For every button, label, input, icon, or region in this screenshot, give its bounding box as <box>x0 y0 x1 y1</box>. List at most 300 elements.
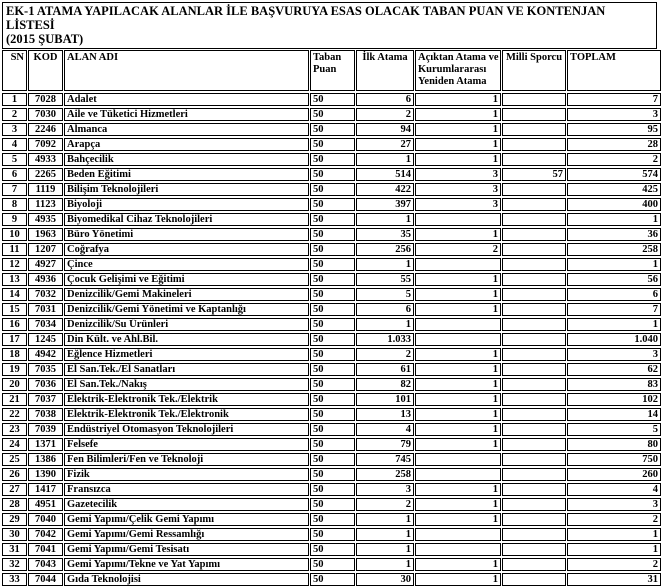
table-row <box>2 513 661 526</box>
table-row <box>2 288 661 301</box>
cell-toplam: 5 <box>567 423 661 436</box>
table-row <box>2 93 661 106</box>
cell-aciktan: 1 <box>415 483 501 496</box>
cell-alan: Aile ve Tüketici Hizmetleri <box>64 108 309 121</box>
cell-sn: 6 <box>2 168 27 181</box>
cell-sn: 30 <box>2 528 27 541</box>
cell-kod: 1207 <box>28 243 63 256</box>
cell-milli <box>502 243 566 256</box>
cell-milli <box>502 573 566 586</box>
cell-toplam: 400 <box>567 198 661 211</box>
cell-sn: 29 <box>2 513 27 526</box>
cell-taban: 50 <box>310 303 355 316</box>
cell-ilk: 4 <box>356 423 414 436</box>
cell-ilk: 1 <box>356 153 414 166</box>
cell-kod: 1963 <box>28 228 63 241</box>
cell-kod: 1245 <box>28 333 63 346</box>
cell-toplam: 2 <box>567 558 661 571</box>
cell-ilk: 82 <box>356 378 414 391</box>
cell-alan: Denizcilik/Gemi Yönetimi ve Kaptanlığı <box>64 303 309 316</box>
cell-kod: 4942 <box>28 348 63 361</box>
cell-taban: 50 <box>310 213 355 226</box>
cell-aciktan: 3 <box>415 183 501 196</box>
cell-aciktan: 1 <box>415 348 501 361</box>
cell-ilk: 6 <box>356 303 414 316</box>
cell-kod: 7043 <box>28 558 63 571</box>
cell-toplam: 1 <box>567 543 661 556</box>
cell-milli <box>502 543 566 556</box>
cell-ilk: 13 <box>356 408 414 421</box>
cell-toplam: 425 <box>567 183 661 196</box>
cell-ilk: 2 <box>356 498 414 511</box>
cell-toplam: 14 <box>567 408 661 421</box>
cell-sn: 3 <box>2 123 27 136</box>
cell-milli <box>502 303 566 316</box>
cell-toplam: 95 <box>567 123 661 136</box>
cell-kod: 7044 <box>28 573 63 586</box>
table-row <box>2 468 661 481</box>
table-row <box>2 378 661 391</box>
cell-aciktan: 3 <box>415 198 501 211</box>
cell-alan: El San.Tek./Nakış <box>64 378 309 391</box>
cell-toplam: 7 <box>567 303 661 316</box>
cell-toplam: 2 <box>567 513 661 526</box>
cell-kod: 4927 <box>28 258 63 271</box>
cell-kod: 1386 <box>28 453 63 466</box>
cell-milli <box>502 438 566 451</box>
cell-alan: Eğlence Hizmetleri <box>64 348 309 361</box>
cell-milli <box>502 378 566 391</box>
cell-aciktan: 1 <box>415 108 501 121</box>
table-row <box>2 168 661 181</box>
cell-kod: 7031 <box>28 303 63 316</box>
cell-aciktan <box>415 468 501 481</box>
cell-aciktan <box>415 213 501 226</box>
cell-taban: 50 <box>310 468 355 481</box>
cell-milli <box>502 393 566 406</box>
cell-aciktan: 1 <box>415 303 501 316</box>
col-header-taban-line2: Puan <box>313 64 337 75</box>
cell-alan: Gemi Yapımı/Gemi Ressamlığı <box>64 528 309 541</box>
cell-ilk: 30 <box>356 573 414 586</box>
cell-kod: 1371 <box>28 438 63 451</box>
cell-taban: 50 <box>310 528 355 541</box>
cell-toplam: 7 <box>567 93 661 106</box>
table-header-row <box>2 50 661 91</box>
cell-aciktan <box>415 453 501 466</box>
cell-ilk: 422 <box>356 183 414 196</box>
cell-kod: 1119 <box>28 183 63 196</box>
cell-kod: 4933 <box>28 153 63 166</box>
cell-taban: 50 <box>310 408 355 421</box>
cell-sn: 22 <box>2 408 27 421</box>
cell-toplam: 4 <box>567 483 661 496</box>
cell-milli <box>502 228 566 241</box>
cell-taban: 50 <box>310 243 355 256</box>
cell-kod: 7039 <box>28 423 63 436</box>
cell-ilk: 1 <box>356 318 414 331</box>
cell-taban: 50 <box>310 513 355 526</box>
table-row <box>2 498 661 511</box>
cell-ilk: 397 <box>356 198 414 211</box>
cell-sn: 24 <box>2 438 27 451</box>
cell-alan: Coğrafya <box>64 243 309 256</box>
cell-kod: 7034 <box>28 318 63 331</box>
cell-ilk: 3 <box>356 483 414 496</box>
col-header-kod: KOD <box>28 50 63 91</box>
cell-sn: 18 <box>2 348 27 361</box>
cell-sn: 9 <box>2 213 27 226</box>
cell-sn: 20 <box>2 378 27 391</box>
table-row <box>2 213 661 226</box>
cell-sn: 15 <box>2 303 27 316</box>
cell-kod: 7038 <box>28 408 63 421</box>
cell-milli <box>502 108 566 121</box>
table-header <box>2 50 661 91</box>
cell-kod: 1417 <box>28 483 63 496</box>
cell-taban: 50 <box>310 288 355 301</box>
cell-taban: 50 <box>310 498 355 511</box>
cell-milli <box>502 123 566 136</box>
cell-taban: 50 <box>310 273 355 286</box>
cell-toplam: 1 <box>567 528 661 541</box>
cell-milli <box>502 258 566 271</box>
cell-alan: Bahçecilik <box>64 153 309 166</box>
cell-sn: 16 <box>2 318 27 331</box>
table-row <box>2 438 661 451</box>
cell-alan: Büro Yönetimi <box>64 228 309 241</box>
cell-sn: 26 <box>2 468 27 481</box>
cell-milli <box>502 528 566 541</box>
cell-sn: 14 <box>2 288 27 301</box>
cell-milli <box>502 288 566 301</box>
cell-aciktan: 1 <box>415 228 501 241</box>
cell-taban: 50 <box>310 378 355 391</box>
cell-taban: 50 <box>310 393 355 406</box>
cell-toplam: 83 <box>567 378 661 391</box>
cell-milli <box>502 153 566 166</box>
table-row <box>2 543 661 556</box>
table-row <box>2 423 661 436</box>
cell-milli <box>502 453 566 466</box>
table-row <box>2 408 661 421</box>
table-row <box>2 198 661 211</box>
col-header-toplam: TOPLAM <box>567 50 661 91</box>
col-header-sn: SN <box>2 50 27 91</box>
cell-alan: Fizik <box>64 468 309 481</box>
cell-taban: 50 <box>310 453 355 466</box>
cell-aciktan: 1 <box>415 438 501 451</box>
cell-alan: Denizcilik/Gemi Makineleri <box>64 288 309 301</box>
table-row <box>2 558 661 571</box>
table-row <box>2 318 661 331</box>
col-header-taban-line1: Taban <box>313 52 342 63</box>
document-title-line1: EK-1 ATAMA YAPILACAK ALANLAR İLE BAŞVURUYA ESAS OLACAK TABAN PUAN VE KONTENJAN LİSTESİ <box>6 4 606 32</box>
cell-taban: 50 <box>310 333 355 346</box>
cell-aciktan: 2 <box>415 243 501 256</box>
cell-taban: 50 <box>310 423 355 436</box>
cell-toplam: 258 <box>567 243 661 256</box>
cell-aciktan: 1 <box>415 393 501 406</box>
cell-alan: Biyoloji <box>64 198 309 211</box>
cell-aciktan: 1 <box>415 498 501 511</box>
cell-aciktan <box>415 258 501 271</box>
cell-milli <box>502 468 566 481</box>
table-row <box>2 303 661 316</box>
cell-ilk: 2 <box>356 348 414 361</box>
cell-taban: 50 <box>310 138 355 151</box>
cell-ilk: 1 <box>356 258 414 271</box>
table-row <box>2 573 661 586</box>
cell-toplam: 80 <box>567 438 661 451</box>
cell-toplam: 102 <box>567 393 661 406</box>
cell-alan: Almanca <box>64 123 309 136</box>
cell-alan: Fen Bilimleri/Fen ve Teknoloji <box>64 453 309 466</box>
table-row <box>2 393 661 406</box>
cell-kod: 7030 <box>28 108 63 121</box>
cell-toplam: 1 <box>567 258 661 271</box>
cell-aciktan: 1 <box>415 123 501 136</box>
cell-taban: 50 <box>310 438 355 451</box>
cell-sn: 33 <box>2 573 27 586</box>
cell-alan: El San.Tek./El Sanatları <box>64 363 309 376</box>
cell-alan: Gemi Yapımı/Gemi Tesisatı <box>64 543 309 556</box>
cell-toplam: 1 <box>567 213 661 226</box>
cell-taban: 50 <box>310 123 355 136</box>
cell-sn: 13 <box>2 273 27 286</box>
cell-sn: 11 <box>2 243 27 256</box>
cell-ilk: 1 <box>356 543 414 556</box>
cell-ilk: 5 <box>356 288 414 301</box>
cell-milli: 57 <box>502 168 566 181</box>
cell-ilk: 1 <box>356 558 414 571</box>
cell-alan: Endüstriyel Otomasyon Teknolojileri <box>64 423 309 436</box>
document-title-line2: (2015 ŞUBAT) <box>6 32 84 46</box>
col-header-ilk-atama: İlk Atama <box>356 50 414 91</box>
cell-kod: 7042 <box>28 528 63 541</box>
cell-alan: Beden Eğitimi <box>64 168 309 181</box>
cell-toplam: 31 <box>567 573 661 586</box>
cell-sn: 23 <box>2 423 27 436</box>
cell-sn: 17 <box>2 333 27 346</box>
cell-taban: 50 <box>310 258 355 271</box>
cell-aciktan: 1 <box>415 513 501 526</box>
cell-milli <box>502 333 566 346</box>
cell-kod: 4935 <box>28 213 63 226</box>
col-header-milli-sporcu: Milli Sporcu <box>502 50 566 91</box>
table-row <box>2 243 661 256</box>
cell-sn: 21 <box>2 393 27 406</box>
cell-alan: Elektrik-Elektronik Tek./Elektrik <box>64 393 309 406</box>
cell-milli <box>502 273 566 286</box>
cell-aciktan <box>415 528 501 541</box>
cell-sn: 28 <box>2 498 27 511</box>
cell-aciktan <box>415 543 501 556</box>
cell-toplam: 574 <box>567 168 661 181</box>
cell-ilk: 1.033 <box>356 333 414 346</box>
cell-taban: 50 <box>310 573 355 586</box>
cell-aciktan: 1 <box>415 558 501 571</box>
table-row <box>2 333 661 346</box>
cell-toplam: 750 <box>567 453 661 466</box>
cell-aciktan <box>415 333 501 346</box>
cell-milli <box>502 348 566 361</box>
cell-ilk: 256 <box>356 243 414 256</box>
table-row <box>2 273 661 286</box>
cell-taban: 50 <box>310 93 355 106</box>
cell-kod: 7032 <box>28 288 63 301</box>
cell-alan: Din Kült. ve Ahl.Bil. <box>64 333 309 346</box>
cell-kod: 2246 <box>28 123 63 136</box>
cell-alan: Çince <box>64 258 309 271</box>
cell-sn: 10 <box>2 228 27 241</box>
cell-ilk: 27 <box>356 138 414 151</box>
cell-aciktan: 3 <box>415 168 501 181</box>
cell-kod: 7092 <box>28 138 63 151</box>
cell-aciktan: 1 <box>415 408 501 421</box>
cell-alan: Gıda Teknolojisi <box>64 573 309 586</box>
cell-toplam: 2 <box>567 153 661 166</box>
cell-alan: Adalet <box>64 93 309 106</box>
cell-sn: 4 <box>2 138 27 151</box>
cell-sn: 12 <box>2 258 27 271</box>
cell-ilk: 1 <box>356 213 414 226</box>
cell-sn: 2 <box>2 108 27 121</box>
cell-aciktan: 1 <box>415 423 501 436</box>
cell-toplam: 62 <box>567 363 661 376</box>
cell-sn: 5 <box>2 153 27 166</box>
table-body <box>2 93 661 586</box>
cell-aciktan: 1 <box>415 138 501 151</box>
cell-ilk: 94 <box>356 123 414 136</box>
col-header-aciktan-line3: Yeniden Atama <box>418 76 487 87</box>
cell-toplam: 3 <box>567 108 661 121</box>
cell-aciktan: 1 <box>415 288 501 301</box>
table-row <box>2 228 661 241</box>
cell-taban: 50 <box>310 198 355 211</box>
cell-milli <box>502 318 566 331</box>
cell-aciktan <box>415 318 501 331</box>
cell-sn: 27 <box>2 483 27 496</box>
cell-kod: 7028 <box>28 93 63 106</box>
cell-sn: 31 <box>2 543 27 556</box>
cell-milli <box>502 213 566 226</box>
cell-milli <box>502 498 566 511</box>
cell-kod: 2265 <box>28 168 63 181</box>
cell-ilk: 35 <box>356 228 414 241</box>
cell-aciktan: 1 <box>415 93 501 106</box>
table-row <box>2 183 661 196</box>
cell-kod: 1123 <box>28 198 63 211</box>
cell-milli <box>502 423 566 436</box>
cell-milli <box>502 558 566 571</box>
cell-alan: Bilişim Teknolojileri <box>64 183 309 196</box>
cell-milli <box>502 363 566 376</box>
cell-ilk: 1 <box>356 528 414 541</box>
cell-taban: 50 <box>310 183 355 196</box>
cell-sn: 32 <box>2 558 27 571</box>
cell-alan: Biyomedikal Cihaz Teknolojileri <box>64 213 309 226</box>
col-header-alan-adi: ALAN ADI <box>64 50 309 91</box>
cell-sn: 25 <box>2 453 27 466</box>
table-row <box>2 363 661 376</box>
cell-sn: 7 <box>2 183 27 196</box>
cell-taban: 50 <box>310 153 355 166</box>
cell-milli <box>502 513 566 526</box>
col-header-aciktan-line1: Açıktan Atama ve <box>418 52 499 63</box>
cell-ilk: 61 <box>356 363 414 376</box>
table-row <box>2 153 661 166</box>
table-row <box>2 138 661 151</box>
cell-alan: Fransızca <box>64 483 309 496</box>
cell-taban: 50 <box>310 168 355 181</box>
cell-alan: Elektrik-Elektronik Tek./Elektronik <box>64 408 309 421</box>
cell-aciktan: 1 <box>415 378 501 391</box>
cell-ilk: 79 <box>356 438 414 451</box>
cell-toplam: 1 <box>567 318 661 331</box>
cell-alan: Felsefe <box>64 438 309 451</box>
table-row <box>2 528 661 541</box>
cell-ilk: 514 <box>356 168 414 181</box>
cell-toplam: 6 <box>567 288 661 301</box>
cell-taban: 50 <box>310 318 355 331</box>
table-row <box>2 453 661 466</box>
cell-toplam: 28 <box>567 138 661 151</box>
cell-milli <box>502 93 566 106</box>
cell-kod: 7037 <box>28 393 63 406</box>
table-row <box>2 348 661 361</box>
cell-kod: 1390 <box>28 468 63 481</box>
cell-aciktan: 1 <box>415 273 501 286</box>
cell-toplam: 3 <box>567 498 661 511</box>
cell-aciktan: 1 <box>415 363 501 376</box>
cell-ilk: 2 <box>356 108 414 121</box>
cell-milli <box>502 408 566 421</box>
cell-ilk: 258 <box>356 468 414 481</box>
cell-alan: Çocuk Gelişimi ve Eğitimi <box>64 273 309 286</box>
cell-ilk: 55 <box>356 273 414 286</box>
cell-ilk: 1 <box>356 513 414 526</box>
cell-toplam: 1.040 <box>567 333 661 346</box>
cell-toplam: 36 <box>567 228 661 241</box>
cell-sn: 19 <box>2 363 27 376</box>
cell-kod: 7036 <box>28 378 63 391</box>
cell-toplam: 56 <box>567 273 661 286</box>
cell-taban: 50 <box>310 228 355 241</box>
cell-aciktan: 1 <box>415 573 501 586</box>
cell-milli <box>502 198 566 211</box>
cell-milli <box>502 483 566 496</box>
cell-alan: Denizcilik/Su Ürünleri <box>64 318 309 331</box>
cell-taban: 50 <box>310 348 355 361</box>
cell-kod: 7040 <box>28 513 63 526</box>
cell-alan: Gazetecilik <box>64 498 309 511</box>
cell-taban: 50 <box>310 558 355 571</box>
cell-ilk: 101 <box>356 393 414 406</box>
cell-kod: 7035 <box>28 363 63 376</box>
cell-taban: 50 <box>310 363 355 376</box>
cell-kod: 4936 <box>28 273 63 286</box>
quota-table <box>1 48 662 588</box>
cell-alan: Arapça <box>64 138 309 151</box>
cell-sn: 8 <box>2 198 27 211</box>
cell-kod: 7041 <box>28 543 63 556</box>
cell-toplam: 260 <box>567 468 661 481</box>
table-row <box>2 258 661 271</box>
table-row <box>2 108 661 121</box>
cell-ilk: 745 <box>356 453 414 466</box>
cell-kod: 4951 <box>28 498 63 511</box>
